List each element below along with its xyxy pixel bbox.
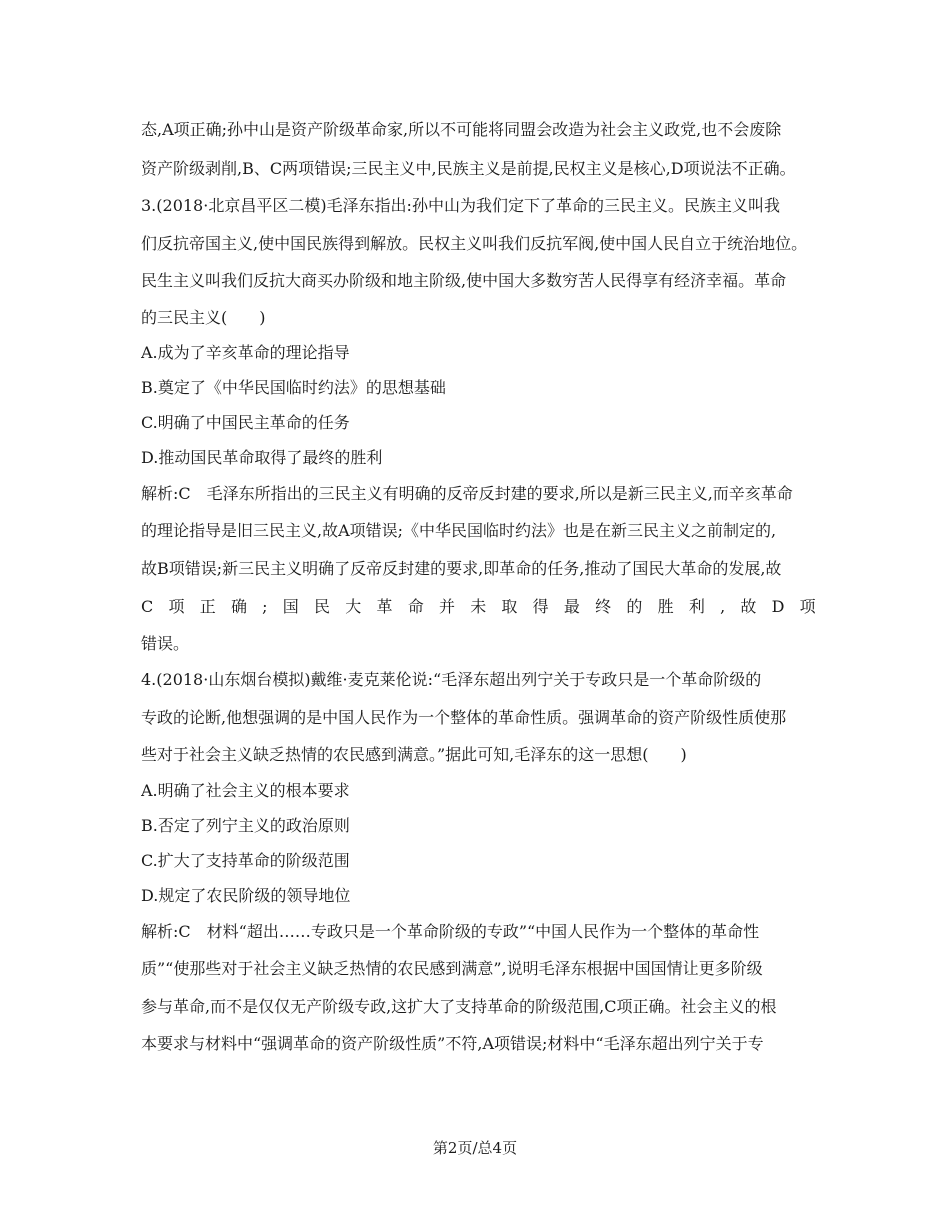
text-line: 资产阶级剥削,B、C两项错误;三民主义中,民族主义是前提,民权主义是核心,D项说法不正确。: [141, 159, 796, 178]
spread-glyph: 终: [595, 597, 612, 616]
spread-glyph: 并: [438, 597, 455, 616]
text-line: 的三民主义( ): [141, 308, 266, 327]
spread-glyph: 最: [563, 597, 580, 616]
text-line: 本要求与材料中“强调革命的资产阶级性质”不符,A项错误;材料中“毛泽东超出列宁关于专: [141, 1034, 764, 1053]
option-d: D.推动国民革命取得了最终的胜利: [141, 448, 383, 467]
spread-glyph: 革: [376, 597, 393, 616]
spread-glyph: 正: [199, 597, 216, 616]
option-c: C.扩大了支持革命的阶级范围: [141, 851, 350, 870]
spread-glyph: 大: [345, 597, 362, 616]
spread-glyph: ,: [720, 597, 726, 616]
spread-glyph: 胜: [657, 597, 674, 616]
spread-glyph: 项: [799, 597, 816, 616]
text-line: 错误。: [141, 634, 190, 653]
spread-glyph: 故: [740, 597, 757, 616]
spread-glyph: 取: [501, 597, 518, 616]
spread-glyph: 国: [282, 597, 299, 616]
spread-glyph: 命: [407, 597, 424, 616]
question-3-stem: 3.(2018·北京昌平区二模)毛泽东指出:孙中山为我们定下了革命的三民主义。民族主义叫我: [141, 196, 780, 215]
analysis-3: 解析:C 毛泽东所指出的三民主义有明确的反帝反封建的要求,所以是新三民主义,而辛亥革命: [141, 484, 793, 503]
text-line: 态,A项正确;孙中山是资产阶级革命家,所以不可能将同盟会改造为社会主义政党,也不会废除: [141, 120, 782, 139]
question-4-stem: 4.(2018·山东烟台模拟)戴维·麦克莱伦说:“毛泽东超出列宁关于专政只是一个革命阶级的: [141, 670, 762, 689]
spread-text-line: [141, 597, 816, 617]
option-a: A.明确了社会主义的根本要求: [141, 781, 350, 800]
option-c: C.明确了中国民主革命的任务: [141, 413, 350, 432]
spread-glyph: 项: [168, 597, 185, 616]
spread-glyph: C: [141, 597, 154, 616]
text-line: 们反抗帝国主义,使中国民族得到解放。民权主义叫我们反抗军阀,使中国人民自立于统治地位。: [141, 234, 808, 253]
spread-glyph: ;: [262, 597, 268, 616]
spread-glyph: 民: [314, 597, 331, 616]
analysis-4: 解析:C 材料“超出……专政只是一个革命阶级的专政”“中国人民作为一个整体的革命性: [141, 922, 760, 941]
option-b: B.奠定了《中华民国临时约法》的思想基础: [141, 378, 446, 397]
text-line: 参与革命,而不是仅仅无产阶级专政,这扩大了支持革命的阶级范围,C项正确。社会主义的根: [141, 997, 777, 1016]
text-line: 故B项错误;新三民主义明确了反帝反封建的要求,即革命的任务,推动了国民大革命的发展,故: [141, 559, 782, 578]
spread-glyph: 的: [626, 597, 643, 616]
option-a: A.成为了辛亥革命的理论指导: [141, 343, 350, 362]
text-line: 些对于社会主义缺乏热情的农民感到满意。”据此可知,毛泽东的这一思想( ): [141, 745, 687, 764]
text-line: 民生主义叫我们反抗大商买办阶级和地主阶级,使中国大多数穷苦人民得享有经济幸福。革命: [141, 271, 787, 290]
option-b: B.否定了列宁主义的政治原则: [141, 816, 350, 835]
spread-glyph: 未: [470, 597, 487, 616]
text-line: 质”“使那些对于社会主义缺乏热情的农民感到满意”,说明毛泽东根据中国国情让更多阶级: [141, 959, 763, 978]
option-d: D.规定了农民阶级的领导地位: [141, 886, 351, 905]
text-line: 的理论指导是旧三民主义,故A项错误;《中华民国临时约法》也是在新三民主义之前制定的,: [141, 521, 777, 540]
text-line: 专政的论断,他想强调的是中国人民作为一个整体的革命性质。强调革命的资产阶级性质使那: [141, 708, 787, 727]
spread-glyph: 确: [230, 597, 247, 616]
spread-glyph: 利: [688, 597, 705, 616]
page-number: 第2页/总4页: [432, 1139, 518, 1157]
spread-glyph: D: [771, 597, 785, 616]
spread-glyph: 得: [532, 597, 549, 616]
